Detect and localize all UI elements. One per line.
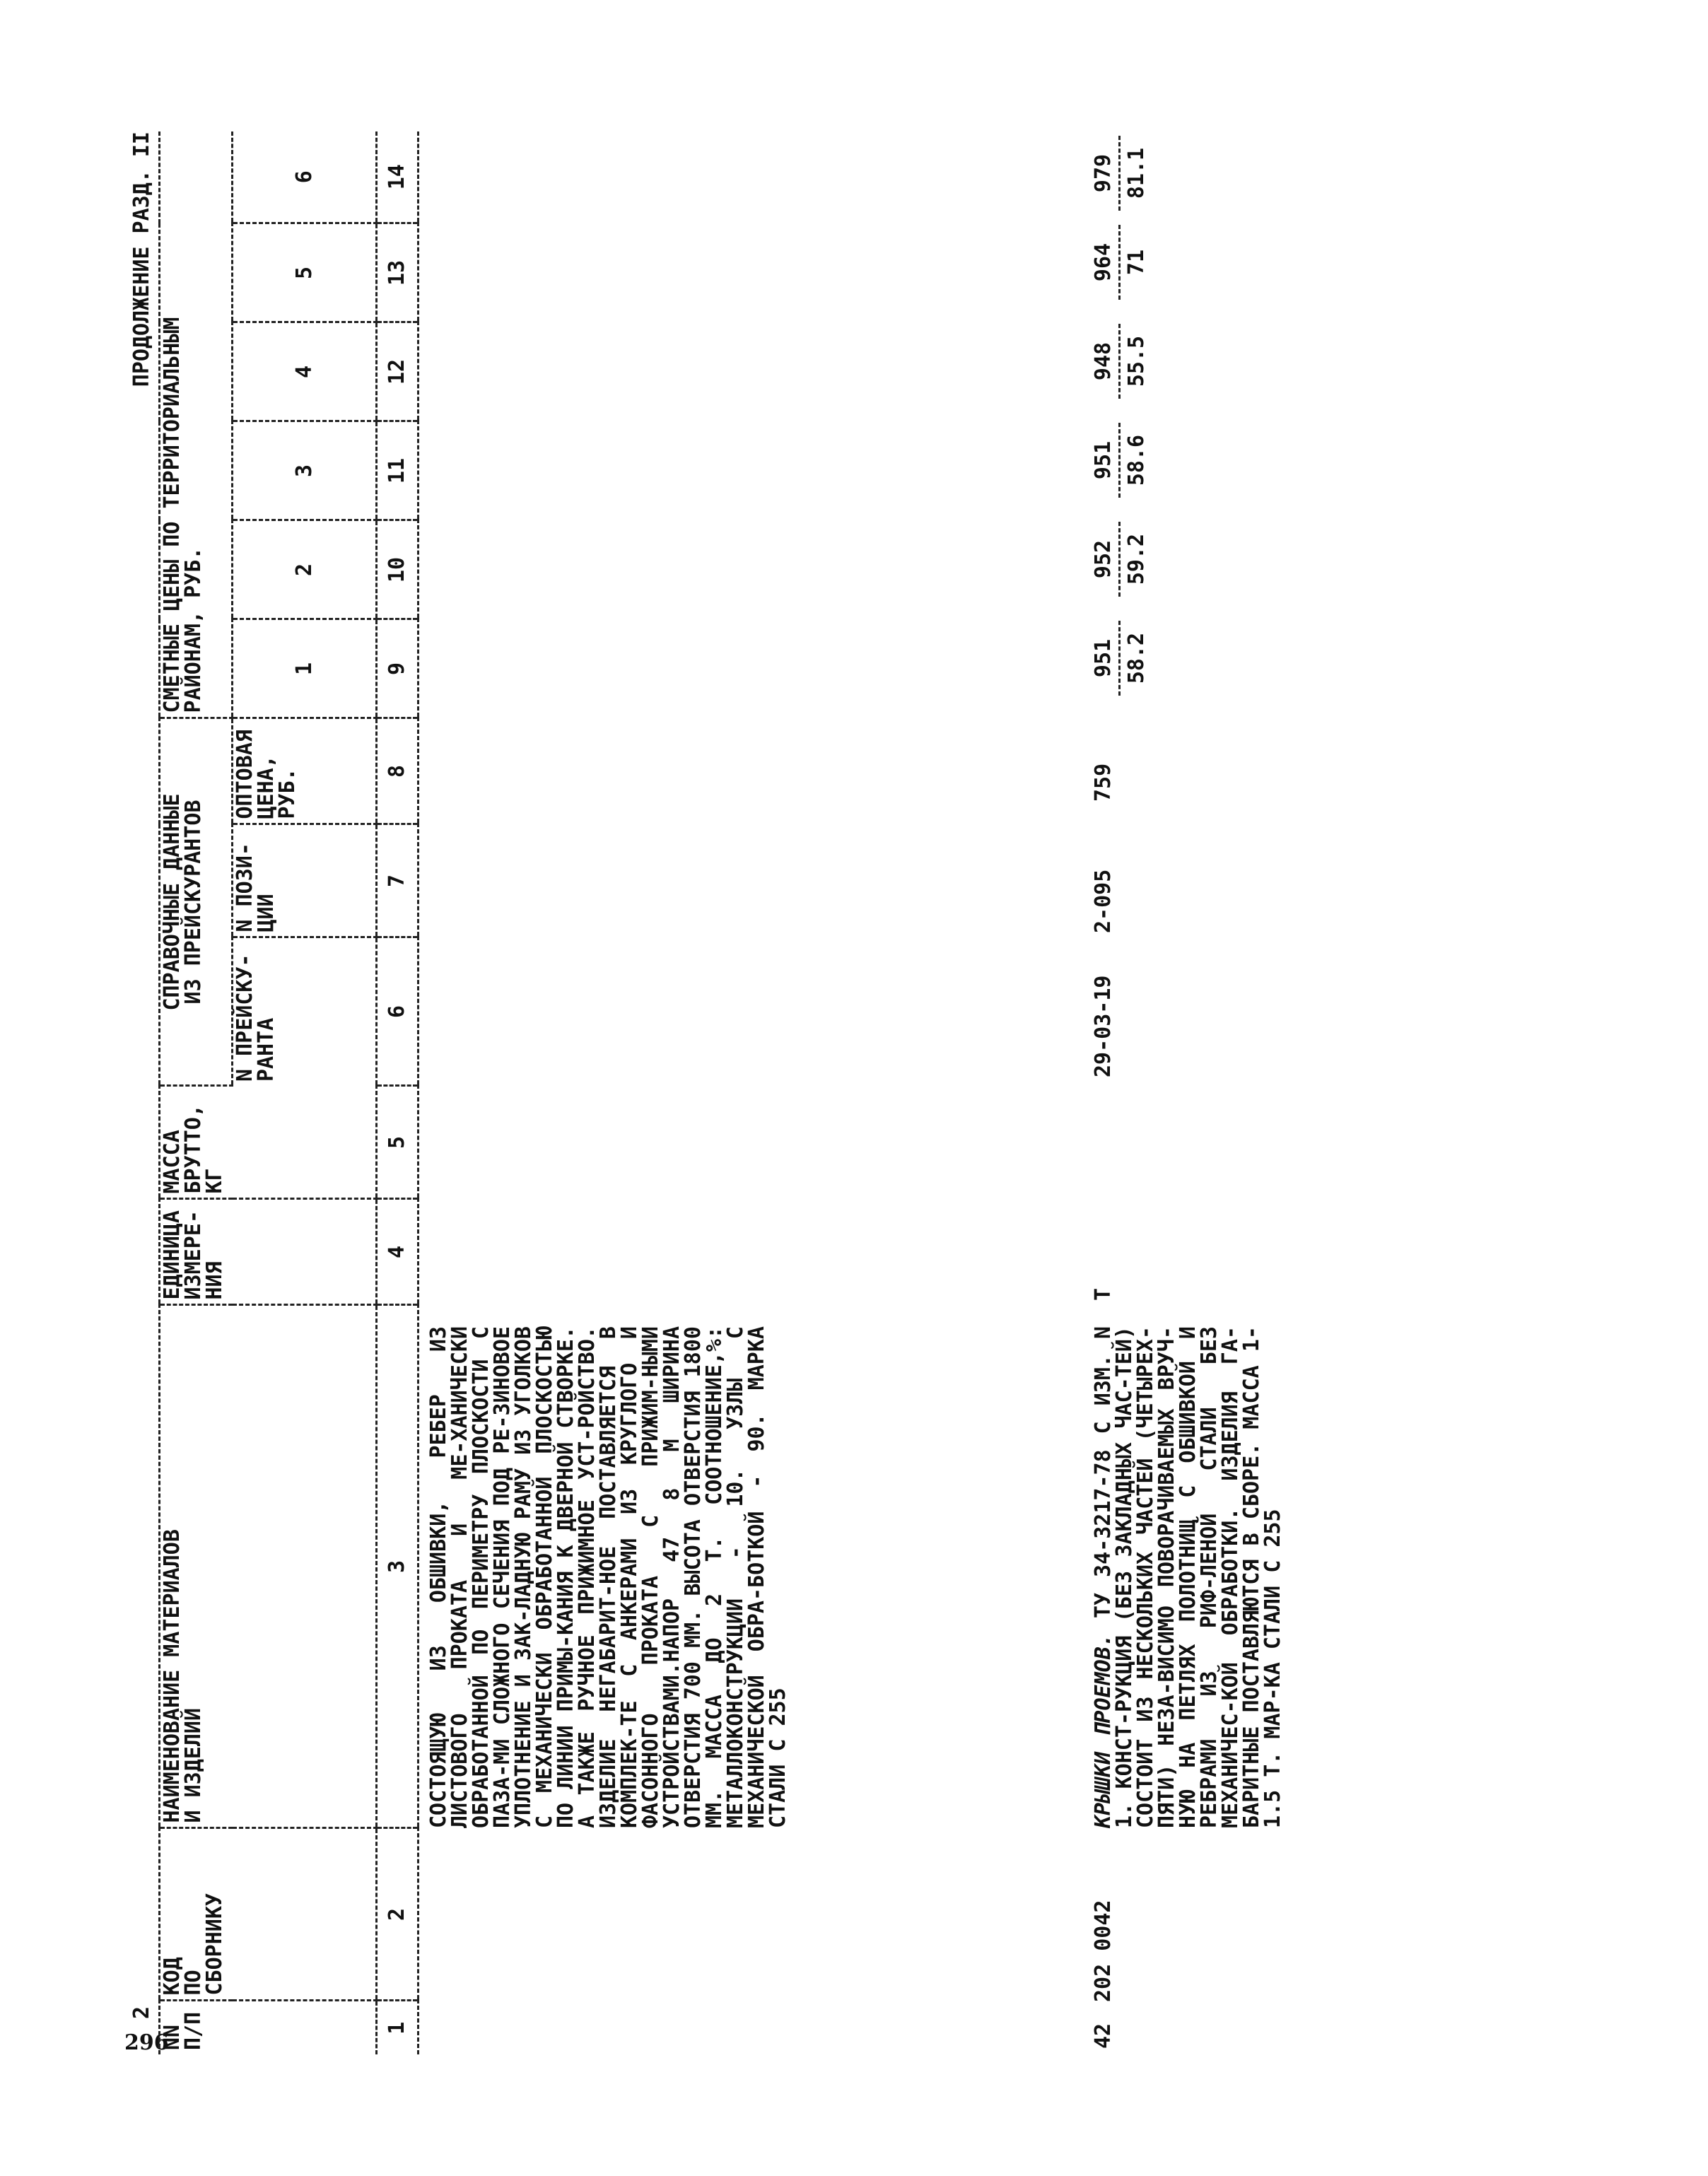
col-mass-header: МАССА БРУТТО, КГ [160, 1086, 377, 1199]
column-number: 7 [377, 824, 419, 937]
column-number: 13 [377, 223, 419, 322]
group-ref-header: СПРАВОЧНЫЕ ДАННЫЕ ИЗ ПРЕЙСКУРАНТОВ [160, 718, 233, 1086]
continued-item-description: СОСТОЯЩУЮ ИЗ ОБШИВКИ, РЕБЕР ИЗ ЛИСТОВОГО ПРОКАТА И МЕ-ХАНИЧЕСКИ ОБРАБОТАННОЙ ПО ПЕРИМЕТРУ ПЛОСКОСТИ С ПАЗА-МИ СЛОЖНОГО СЕЧЕНИЯ ПОД РЕ-ЗИНОВОЕ УПЛОТНЕНИЕ И ЗАК-ЛАДНУЮ РАМУ ИЗ УГОЛКОВ С МЕХАНИЧЕСКИ ОБРАБОТАННОЙ ПЛОСКОСТЬЮ ПО ЛИНИИ ПРИМЫ-КАНИЯ К ДВЕРНОЙ СТВОРКЕ. А ТАКЖЕ РУЧНОЕ ПРИЖИМНОЕ УСТ-РОЙСТВО. ИЗДЕЛИЕ НЕГАБАРИТ-НОЕ ПОСТАВЛЯЕТСЯ В КОМПЛЕК-ТЕ С АНКЕРАМИ ИЗ КРУГЛОГО И ФАСОННОГО ПРОКАТА С ПРИЖИМ-НЫМИ УСТРОЙСТВАМИ.НАПОР 47 8 М ШИРИНА ОТВЕРСТИЯ 700 ММ. ВЫСОТА ОТВЕРСТИЯ 1800 ММ. МАССА ДО 2 Т. СООТНОШЕНИЕ,%: МЕТАЛЛОКОНСТРУКЦИИ - 10. УЗЛЫ С МЕХАНИЧЕСКОЙ ОБРА-БОТКОЙ - 90. МАРКА СТАЛИ С 255 [426, 1326, 790, 1828]
row-position: 2-095 [1091, 869, 1116, 933]
row-wholesale: 759 [1091, 763, 1116, 802]
price-region-6: 979 81.1 [1093, 127, 1147, 219]
column-number: 8 [377, 718, 419, 824]
region-6-header: 6 [233, 131, 377, 223]
col-name-header: НАИМЕНОВАНИЕ МАТЕРИАЛОВ И ИЗДЕЛИЙ [160, 1305, 377, 1828]
column-number: 14 [377, 131, 419, 223]
price-table-header [158, 131, 419, 2054]
col-num-header: NN П/П [160, 2001, 377, 2054]
region-3-header: 3 [233, 421, 377, 520]
page-top-number: 2 [129, 2006, 154, 2019]
table-body [426, 131, 1285, 2054]
column-numbers-row [377, 131, 419, 2054]
price-region-2: 952 59.2 [1093, 513, 1147, 605]
rotated-table-page [129, 131, 1285, 2054]
region-1-header: 1 [233, 619, 377, 718]
group-prices-header: СМЕТНЫЕ ЦЕНЫ ПО ТЕРРИТОРИАЛЬНЫМ РАЙОНАМ, РУБ. [160, 131, 233, 718]
region-4-header: 4 [233, 322, 377, 421]
column-number: 10 [377, 520, 419, 619]
col-code-header: КОД ПО СБОРНИКУ [160, 1828, 377, 2001]
price-region-1: 951 58.2 [1093, 612, 1147, 704]
column-number: 2 [377, 1828, 419, 2001]
column-number: 5 [377, 1086, 419, 1199]
region-2-header: 2 [233, 520, 377, 619]
column-number: 6 [377, 937, 419, 1086]
price-region-5: 964 71 [1093, 216, 1147, 308]
row-number: 42 [1091, 2023, 1116, 2049]
row-unit: Т [1091, 1287, 1116, 1301]
row-pricelist: 29-03-19 [1091, 975, 1116, 1077]
column-number: 3 [377, 1305, 419, 1828]
item-title: КРЫШКИ ПРОЕМОВ. [1091, 1634, 1116, 1828]
column-number: 12 [377, 322, 419, 421]
column-number: 11 [377, 421, 419, 520]
price-region-4: 948 55.5 [1093, 315, 1147, 407]
column-number: 1 [377, 2001, 419, 2054]
col-position-header: N ПОЗИ- ЦИИ [233, 824, 377, 937]
column-number: 9 [377, 619, 419, 718]
page-number: 296 [124, 2030, 169, 2055]
price-region-3: 951 58.6 [1093, 414, 1147, 506]
item-spec: ТУ 34-3217-78 С ИЗМ. N 1. КОНСТ-РУКЦИЯ (БЕЗ ЗАКЛАДНЫХ ЧАС-ТЕЙ) СОСТОИТ ИЗ НЕСКОЛЬКИХ ЧАСТЕЙ (ЧЕТЫРЕХ-ПЯТИ) НЕЗА-ВИСИМО ПОВОРАЧИВАЕМЫХ ВРУЧ-НУЮ НА ПЕТЛЯХ ПОЛОТНИЩ С ОБШИВКОЙ И РЕБРАМИ ИЗ РИФ-ЛЕНОЙ СТАЛИ БЕЗ МЕХАНИЧЕС-КОЙ ОБРАБОТКИ. ИЗДЕЛИЯ ГА-БАРИТНЫЕ ПОСТАВЛЯЮТСЯ В СБОРЕ. МАССА 1-1.5 Т. МАР-КА СТАЛИ С 255 [1091, 1326, 1285, 1828]
section-continuation: ПРОДОЛЖЕНИЕ РАЗД. II [129, 131, 154, 387]
row-code: 202 0042 [1091, 1900, 1116, 2002]
column-number: 4 [377, 1199, 419, 1305]
col-wholesale-header: ОПТОВАЯ ЦЕНА, РУБ. [233, 718, 377, 824]
item-description [1093, 1326, 1284, 1828]
region-5-header: 5 [233, 223, 377, 322]
col-unit-header: ЕДИНИЦА ИЗМЕРЕ- НИЯ [160, 1199, 377, 1305]
col-pricelist-header: N ПРЕЙСКУ- РАНТА [233, 937, 377, 1086]
